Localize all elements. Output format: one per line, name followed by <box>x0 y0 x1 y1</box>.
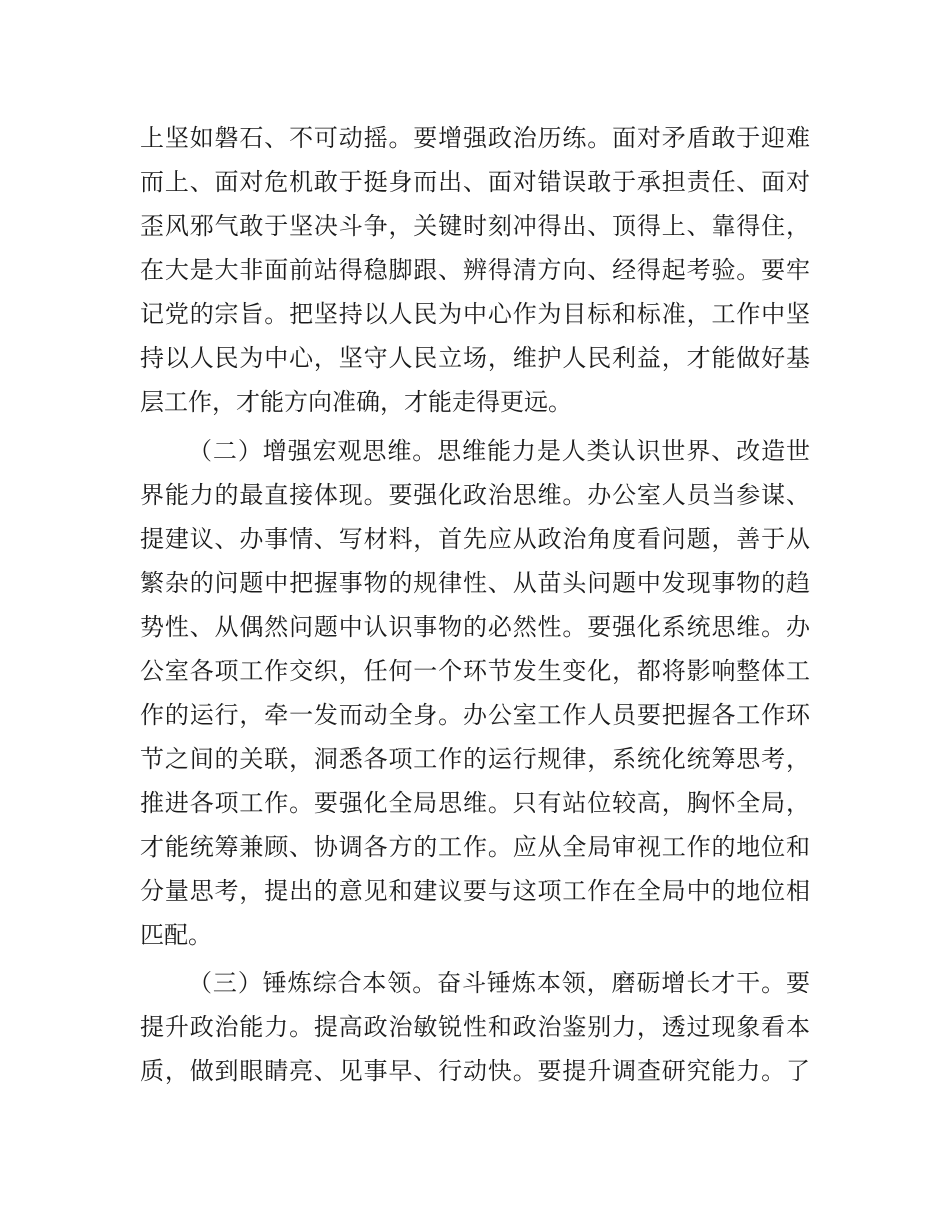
text-line: 在大是大非面前站得稳脚跟、辨得清方向、经得起考验。要牢 <box>140 256 810 284</box>
text-line: 层工作，才能方向准确，才能走得更远。 <box>140 388 572 416</box>
text-line: 歪风邪气敢于坚决斗争，关键时刻冲得出、顶得上、靠得住， <box>140 212 810 240</box>
section-heading-line: （二）增强宏观思维。思维能力是人类认识世界、改造世 <box>188 437 810 465</box>
text-line: 提建议、办事情、写材料，首先应从政治角度看问题，善于从 <box>140 525 810 553</box>
text-line: 作的运行，牵一发而动全身。办公室工作人员要把握各工作环 <box>140 701 810 729</box>
text-line: 记党的宗旨。把坚持以人民为中心作为目标和标准，工作中坚 <box>140 300 810 328</box>
text-line: 公室各项工作交织，任何一个环节发生变化，都将影响整体工 <box>140 657 810 685</box>
text-line: 分量思考，提出的意见和建议要与这项工作在全局中的地位相 <box>140 877 810 905</box>
section-heading-line: （三）锤炼综合本领。奋斗锤炼本领，磨砺增长才干。要 <box>188 969 810 997</box>
text-line: 节之间的关联，洞悉各项工作的运行规律，系统化统筹思考， <box>140 745 810 773</box>
text-line: 而上、面对危机敢于挺身而出、面对错误敢于承担责任、面对 <box>140 168 810 196</box>
text-line: 提升政治能力。提高政治敏锐性和政治鉴别力，透过现象看本 <box>140 1013 810 1041</box>
text-line: 才能统筹兼顾、协调各方的工作。应从全局审视工作的地位和 <box>140 833 810 861</box>
text-line: 繁杂的问题中把握事物的规律性、从苗头问题中发现事物的趋 <box>140 569 810 597</box>
text-line: 势性、从偶然问题中认识事物的必然性。要强化系统思维。办 <box>140 613 810 641</box>
text-line: 界能力的最直接体现。要强化政治思维。办公室人员当参谋、 <box>140 481 810 509</box>
text-line: 质，做到眼睛亮、见事早、行动快。要提升调查研究能力。了 <box>140 1057 810 1085</box>
text-line: 推进各项工作。要强化全局思维。只有站位较高，胸怀全局， <box>140 789 810 817</box>
text-line: 持以人民为中心，坚守人民立场，维护人民利益，才能做好基 <box>140 344 810 372</box>
text-line: 上坚如磐石、不可动摇。要增强政治历练。面对矛盾敢于迎难 <box>140 124 810 152</box>
text-line: 匹配。 <box>140 921 212 949</box>
